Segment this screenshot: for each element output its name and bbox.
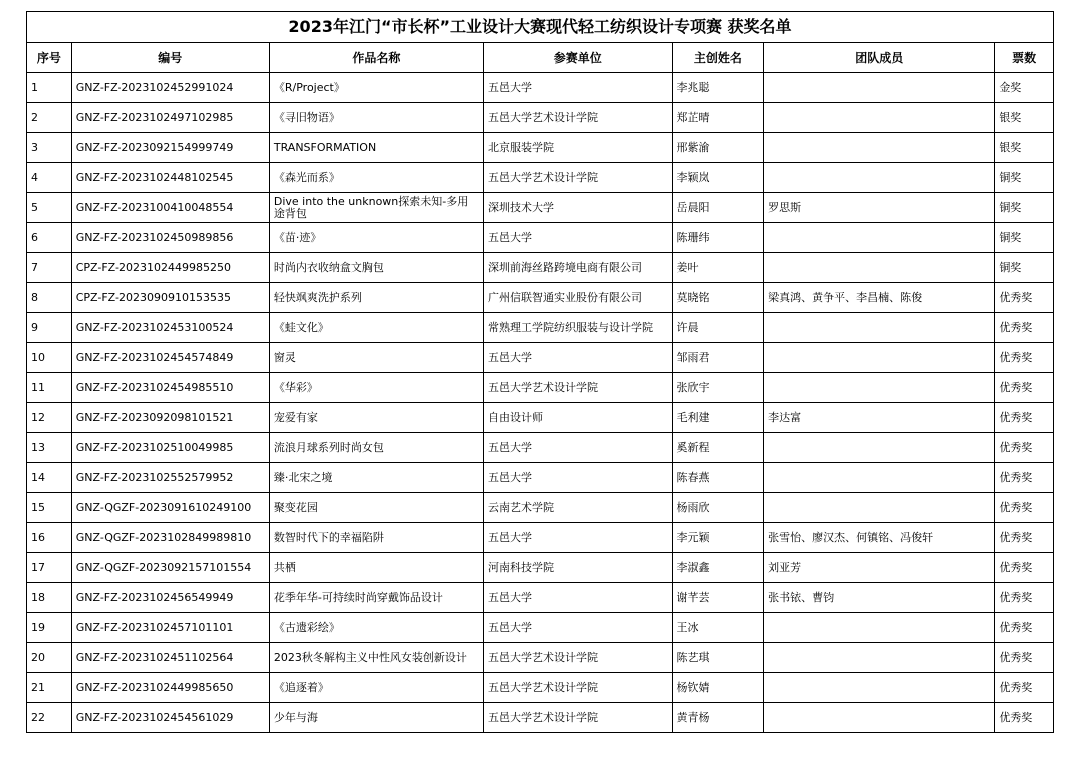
cell-unit: 河南科技学院 [484, 553, 673, 583]
cell-team-members [764, 463, 995, 493]
cell-award: 优秀奖 [995, 673, 1054, 703]
cell-unit: 五邑大学艺术设计学院 [484, 643, 673, 673]
table-row [27, 163, 1054, 193]
cell-lead-designer: 陈珊纬 [672, 223, 764, 253]
cell-lead-designer: 杨雨欣 [672, 493, 764, 523]
cell-work-title: 宠爱有家 [269, 403, 483, 433]
cell-award: 优秀奖 [995, 373, 1054, 403]
cell-code: GNZ-FZ-2023102454574849 [71, 343, 269, 373]
table-row [27, 373, 1054, 403]
cell-code: GNZ-QGZF-2023102849989810 [71, 523, 269, 553]
cell-lead-designer: 杨钦婧 [672, 673, 764, 703]
table-row [27, 343, 1054, 373]
cell-index: 22 [27, 703, 72, 733]
cell-award: 银奖 [995, 103, 1054, 133]
cell-index: 20 [27, 643, 72, 673]
cell-unit: 五邑大学 [484, 433, 673, 463]
cell-unit: 五邑大学 [484, 73, 673, 103]
cell-unit: 深圳前海丝路跨境电商有限公司 [484, 253, 673, 283]
cell-index: 11 [27, 373, 72, 403]
table-row [27, 253, 1054, 283]
cell-code: GNZ-FZ-2023102454985510 [71, 373, 269, 403]
cell-index: 1 [27, 73, 72, 103]
cell-work-title: 《森光而系》 [269, 163, 483, 193]
cell-index: 4 [27, 163, 72, 193]
cell-award: 优秀奖 [995, 613, 1054, 643]
cell-work-title: 少年与海 [269, 703, 483, 733]
cell-work-title: 窗灵 [269, 343, 483, 373]
cell-work-title: 《寻旧物语》 [269, 103, 483, 133]
table-row [27, 433, 1054, 463]
cell-unit: 常熟理工学院纺织服装与设计学院 [484, 313, 673, 343]
cell-index: 5 [27, 193, 72, 223]
cell-unit: 五邑大学艺术设计学院 [484, 103, 673, 133]
col-header-team: 团队成员 [764, 43, 995, 73]
cell-unit: 云南艺术学院 [484, 493, 673, 523]
cell-lead-designer: 陈春燕 [672, 463, 764, 493]
cell-code: GNZ-FZ-2023102448102545 [71, 163, 269, 193]
cell-award: 优秀奖 [995, 403, 1054, 433]
cell-code: GNZ-QGZF-2023092157101554 [71, 553, 269, 583]
cell-team-members [764, 643, 995, 673]
cell-team-members: 张雪怡、廖汉杰、何镇铭、冯俊轩 [764, 523, 995, 553]
cell-award: 银奖 [995, 133, 1054, 163]
cell-index: 9 [27, 313, 72, 343]
table-row [27, 103, 1054, 133]
cell-work-title: 共栖 [269, 553, 483, 583]
cell-code: GNZ-FZ-2023102453100524 [71, 313, 269, 343]
cell-index: 17 [27, 553, 72, 583]
cell-index: 18 [27, 583, 72, 613]
cell-team-members [764, 493, 995, 523]
cell-code: GNZ-FZ-2023100410048554 [71, 193, 269, 223]
table-row [27, 403, 1054, 433]
cell-code: GNZ-FZ-2023102552579952 [71, 463, 269, 493]
cell-award: 优秀奖 [995, 433, 1054, 463]
cell-index: 6 [27, 223, 72, 253]
cell-team-members [764, 703, 995, 733]
award-table [26, 11, 1054, 733]
cell-code: GNZ-FZ-2023102457101101 [71, 613, 269, 643]
cell-code: GNZ-FZ-2023102510049985 [71, 433, 269, 463]
cell-unit: 五邑大学艺术设计学院 [484, 163, 673, 193]
cell-lead-designer: 毛利建 [672, 403, 764, 433]
cell-work-title: 流浪月球系列时尚女包 [269, 433, 483, 463]
cell-unit: 广州信联智通实业股份有限公司 [484, 283, 673, 313]
cell-code: GNZ-FZ-2023092154999749 [71, 133, 269, 163]
cell-index: 2 [27, 103, 72, 133]
cell-team-members [764, 163, 995, 193]
cell-lead-designer: 奚新程 [672, 433, 764, 463]
cell-award: 优秀奖 [995, 493, 1054, 523]
col-header-code: 编号 [71, 43, 269, 73]
cell-award: 铜奖 [995, 223, 1054, 253]
title-row [27, 12, 1054, 43]
col-header-lead: 主创姓名 [672, 43, 764, 73]
cell-code: GNZ-QGZF-2023091610249100 [71, 493, 269, 523]
cell-index: 15 [27, 493, 72, 523]
cell-lead-designer: 邹雨君 [672, 343, 764, 373]
cell-team-members [764, 133, 995, 163]
cell-code: CPZ-FZ-2023102449985250 [71, 253, 269, 283]
cell-lead-designer: 李淑鑫 [672, 553, 764, 583]
cell-unit: 五邑大学艺术设计学院 [484, 673, 673, 703]
cell-team-members: 李达富 [764, 403, 995, 433]
cell-index: 16 [27, 523, 72, 553]
cell-work-title: 时尚内衣收纳盒文胸包 [269, 253, 483, 283]
cell-unit: 北京服装学院 [484, 133, 673, 163]
table-row [27, 313, 1054, 343]
cell-index: 10 [27, 343, 72, 373]
cell-lead-designer: 莫晓铭 [672, 283, 764, 313]
cell-award: 优秀奖 [995, 583, 1054, 613]
cell-award: 金奖 [995, 73, 1054, 103]
cell-award: 优秀奖 [995, 313, 1054, 343]
cell-team-members [764, 103, 995, 133]
cell-work-title: 《古遗彩绘》 [269, 613, 483, 643]
cell-unit: 五邑大学 [484, 583, 673, 613]
table-row [27, 193, 1054, 223]
table-row [27, 493, 1054, 523]
cell-award: 优秀奖 [995, 703, 1054, 733]
table-row [27, 643, 1054, 673]
cell-team-members [764, 373, 995, 403]
col-header-unit: 参赛单位 [484, 43, 673, 73]
table-row [27, 463, 1054, 493]
col-header-award: 票数 [995, 43, 1054, 73]
cell-team-members [764, 613, 995, 643]
cell-unit: 五邑大学 [484, 223, 673, 253]
cell-lead-designer: 李兆聪 [672, 73, 764, 103]
cell-work-title: 2023秋冬解构主义中性风女装创新设计 [269, 643, 483, 673]
cell-code: GNZ-FZ-2023092098101521 [71, 403, 269, 433]
table-row [27, 523, 1054, 553]
cell-unit: 深圳技术大学 [484, 193, 673, 223]
cell-award: 优秀奖 [995, 523, 1054, 553]
cell-award: 优秀奖 [995, 343, 1054, 373]
cell-index: 3 [27, 133, 72, 163]
cell-work-title: Dive into the unknown探索未知-多用途背包 [269, 193, 483, 223]
cell-lead-designer: 黄青杨 [672, 703, 764, 733]
cell-unit: 五邑大学 [484, 613, 673, 643]
cell-award: 铜奖 [995, 193, 1054, 223]
cell-lead-designer: 张欣宇 [672, 373, 764, 403]
cell-index: 21 [27, 673, 72, 703]
cell-lead-designer: 谢芊芸 [672, 583, 764, 613]
cell-index: 19 [27, 613, 72, 643]
cell-award: 铜奖 [995, 163, 1054, 193]
cell-team-members: 罗思斯 [764, 193, 995, 223]
table-row [27, 673, 1054, 703]
cell-lead-designer: 陈艺琪 [672, 643, 764, 673]
cell-work-title: 数智时代下的幸福陷阱 [269, 523, 483, 553]
cell-work-title: 轻快飒爽洗护系列 [269, 283, 483, 313]
cell-index: 13 [27, 433, 72, 463]
cell-award: 优秀奖 [995, 553, 1054, 583]
page-title: 2023年江门“市长杯”工业设计大赛现代轻工纺织设计专项赛 获奖名单 [27, 12, 1054, 43]
cell-unit: 自由设计师 [484, 403, 673, 433]
cell-work-title: 《R/Project》 [269, 73, 483, 103]
cell-index: 8 [27, 283, 72, 313]
cell-lead-designer: 许晨 [672, 313, 764, 343]
cell-work-title: 《华彩》 [269, 373, 483, 403]
table-row [27, 133, 1054, 163]
table-row [27, 223, 1054, 253]
header-row [27, 43, 1054, 73]
cell-unit: 五邑大学 [484, 523, 673, 553]
cell-work-title: TRANSFORMATION [269, 133, 483, 163]
table-row [27, 613, 1054, 643]
cell-team-members: 张书铱、曹钧 [764, 583, 995, 613]
cell-award: 铜奖 [995, 253, 1054, 283]
cell-lead-designer: 岳晨阳 [672, 193, 764, 223]
cell-lead-designer: 郑芷晴 [672, 103, 764, 133]
cell-team-members [764, 343, 995, 373]
cell-unit: 五邑大学 [484, 343, 673, 373]
cell-work-title: 《追逐着》 [269, 673, 483, 703]
cell-lead-designer: 邢紫渝 [672, 133, 764, 163]
cell-award: 优秀奖 [995, 463, 1054, 493]
cell-award: 优秀奖 [995, 643, 1054, 673]
cell-work-title: 聚变花园 [269, 493, 483, 523]
cell-index: 14 [27, 463, 72, 493]
cell-work-title: 《蛙文化》 [269, 313, 483, 343]
cell-team-members [764, 73, 995, 103]
cell-code: GNZ-FZ-2023102451102564 [71, 643, 269, 673]
cell-lead-designer: 李颖岚 [672, 163, 764, 193]
cell-lead-designer: 王冰 [672, 613, 764, 643]
table-row [27, 283, 1054, 313]
cell-code: GNZ-FZ-2023102452991024 [71, 73, 269, 103]
cell-unit: 五邑大学 [484, 463, 673, 493]
table-row [27, 583, 1054, 613]
cell-award: 优秀奖 [995, 283, 1054, 313]
cell-code: GNZ-FZ-2023102449985650 [71, 673, 269, 703]
cell-team-members [764, 223, 995, 253]
cell-work-title: 《苗·迹》 [269, 223, 483, 253]
cell-team-members [764, 313, 995, 343]
cell-unit: 五邑大学艺术设计学院 [484, 373, 673, 403]
cell-unit: 五邑大学艺术设计学院 [484, 703, 673, 733]
cell-team-members: 刘亚芳 [764, 553, 995, 583]
col-header-work: 作品名称 [269, 43, 483, 73]
cell-code: CPZ-FZ-2023090910153535 [71, 283, 269, 313]
cell-lead-designer: 李元颖 [672, 523, 764, 553]
cell-lead-designer: 姜叶 [672, 253, 764, 283]
table-row [27, 73, 1054, 103]
cell-code: GNZ-FZ-2023102497102985 [71, 103, 269, 133]
cell-index: 12 [27, 403, 72, 433]
cell-code: GNZ-FZ-2023102450989856 [71, 223, 269, 253]
cell-team-members: 梁真鸿、黄争平、李昌楠、陈俊 [764, 283, 995, 313]
col-header-index: 序号 [27, 43, 72, 73]
cell-code: GNZ-FZ-2023102456549949 [71, 583, 269, 613]
table-row [27, 553, 1054, 583]
cell-team-members [764, 433, 995, 463]
cell-code: GNZ-FZ-2023102454561029 [71, 703, 269, 733]
table-row [27, 703, 1054, 733]
cell-team-members [764, 673, 995, 703]
cell-index: 7 [27, 253, 72, 283]
cell-team-members [764, 253, 995, 283]
cell-work-title: 臻·北宋之境 [269, 463, 483, 493]
cell-work-title: 花季年华-可持续时尚穿戴饰品设计 [269, 583, 483, 613]
